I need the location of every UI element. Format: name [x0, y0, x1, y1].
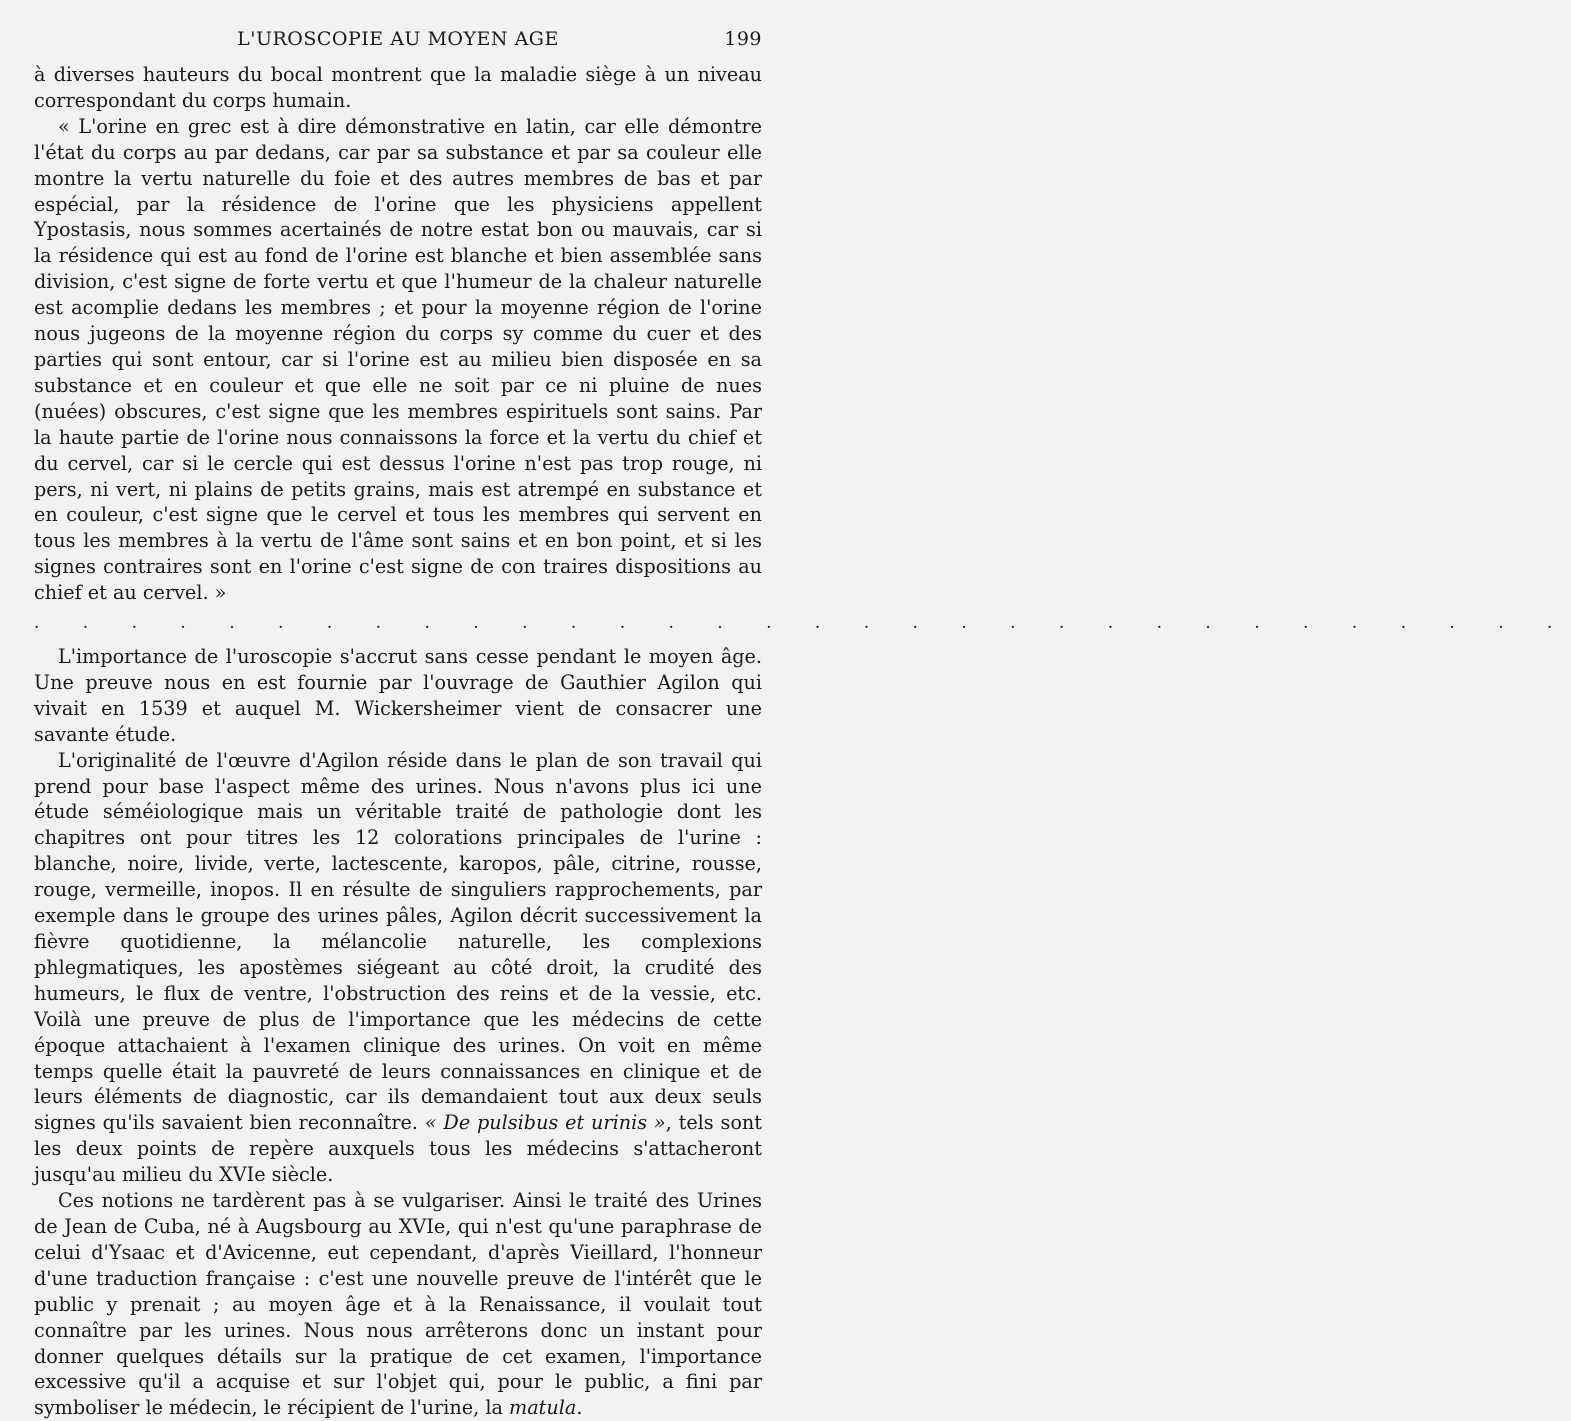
- page-body: [34, 62, 1571, 1421]
- century-xvi: XVIe: [219, 1163, 266, 1187]
- paragraph-importance: L'importance de l'uroscopie s'accrut sans cesse pendant le moyen âge. Une preuve nous en est fournie par l'ouvrage de Gauthier Agilon qui vivait en 1539 et auquel M. Wickersheimer vient de consacrer une savante étude.: [34, 645, 762, 746]
- paragraph-quotation: « L'orine en grec est à dire démonstrative en latin, car elle démontre l'état du corps au par dedans, car par sa substance et par sa couleur elle montre la vertu naturelle du foie et des autres membres de bas et par espécial, par la résidence de l'orine que les physiciens appellent Ypostasis, nous sommes acertainés de notre estat bon ou mauvais, car si la résidence qui est au fond de l'orine est blanche et bien assemblée sans division, c'est signe de forte vertu et que l'humeur de la chaleur naturelle est acomplie dedans les membres ; et pour la moyenne région de l'orine nous jugeons de la moyenne région du corps sy comme du cuer et des parties qui sont entour, car si l'orine est au milieu bien disposée en sa substance et en couleur et que elle ne soit par ce ni pluine de nues (nuées) obscures, c'est signe que les membres espirituels sont sains. Par la haute partie de l'orine nous connaissons la force et la vertu du chief et du cervel, car si le cercle qui est dessus l'orine n'est pas trop rouge, ni pers, ni vert, ni plains de petits grains, mais est atrempé en substance et en couleur, c'est signe que le cervel et tous les membres qui servent en tous les membres à la vertu de l'âme sont sains et en bon point, et si les signes contraires sont en l'orine c'est signe de con traires dispositions au chief et au cervel. »: [34, 114, 762, 605]
- agilon-text: L'originalité de l'œuvre d'Agilon réside dans le plan de son travail qui prend pour base l'aspect même des urines. Nous n'avons plus ici une étude séméiologique mais un véritable traité de pathologie dont les chapitres ont pour titres les 12 colorations principales de l'urine : blanche, noire, livide, verte, lactescente, karopos, pâle, citrine, rousse, rouge, vermeille, inopos. Il en résulte de singuliers rapprochements, par exemple dans le groupe des urines pâles, Agilon décrit successivement la fièvre quotidienne, la mélancolie naturelle, les complexions phlegmatiques, les apostèmes siégeant au côté droit, la crudité des humeurs, le flux de ventre, l'obstruction des reins et de la vessie, etc. Voilà une preuve de plus de l'importance que les médecins de cette époque attachaient à l'examen clinique des urines. On voit en même temps quelle était la pauvreté de leurs connaissances en clinique et de leurs éléments de diagnostic, car ils demandaient tout aux deux seuls signes qu'ils savaient bien reconnaître.: [34, 748, 762, 1135]
- ellipsis-row: . . . . . . . . . . . . . . . . . . . . . . . . . . . . . . . .: [34, 613, 1571, 634]
- vulgarisation-text-b: , qui n'est qu'une paraphrase de celui d'Ysaac et d'Avicenne, eut cependant, d'après Vieillard, l'honneur d'une traduction française : c'est une nouvelle preuve de l'intérêt que le public y prenait ; au moyen âge et à la Renaissance, il voulait tout connaître par les urines. Nous nous arrêterons donc un instant pour donner quelques détails sur la pratique de cet examen, l'importance excessive qu'il a acquise et sur l'objet qui, pour le public, a fini par symboliser le médecin, le récipient de l'urine, la: [34, 1214, 762, 1420]
- paragraph-agilon: [34, 748, 762, 1188]
- vulgarisation-text-a: Ces notions ne tardèrent pas à se vulgariser. Ainsi le traité des Urines de Jean de Cuba, né à Augsbourg au: [34, 1189, 762, 1238]
- paragraph-continuation: à diverses hauteurs du bocal montrent que la maladie siège à un niveau correspondant du corps humain.: [34, 63, 762, 112]
- page-number: 199: [724, 28, 762, 50]
- vulgarisation-end: .: [576, 1396, 583, 1420]
- running-header: [34, 22, 762, 62]
- century-xvi-2: XVIe: [398, 1214, 446, 1238]
- agilon-text-end-b: siècle.: [265, 1163, 334, 1187]
- paragraph-vulgarisation: [34, 1188, 762, 1421]
- latin-title: « De pulsibus et urinis »: [424, 1111, 666, 1135]
- matula-word: matula: [509, 1396, 577, 1420]
- agilon-text-end-a: , tels sont les deux points de repère auxquels tous les médecins s'attacheront jusqu'au milieu du: [34, 1111, 762, 1187]
- running-title: L'UROSCOPIE AU MOYEN AGE: [237, 28, 559, 50]
